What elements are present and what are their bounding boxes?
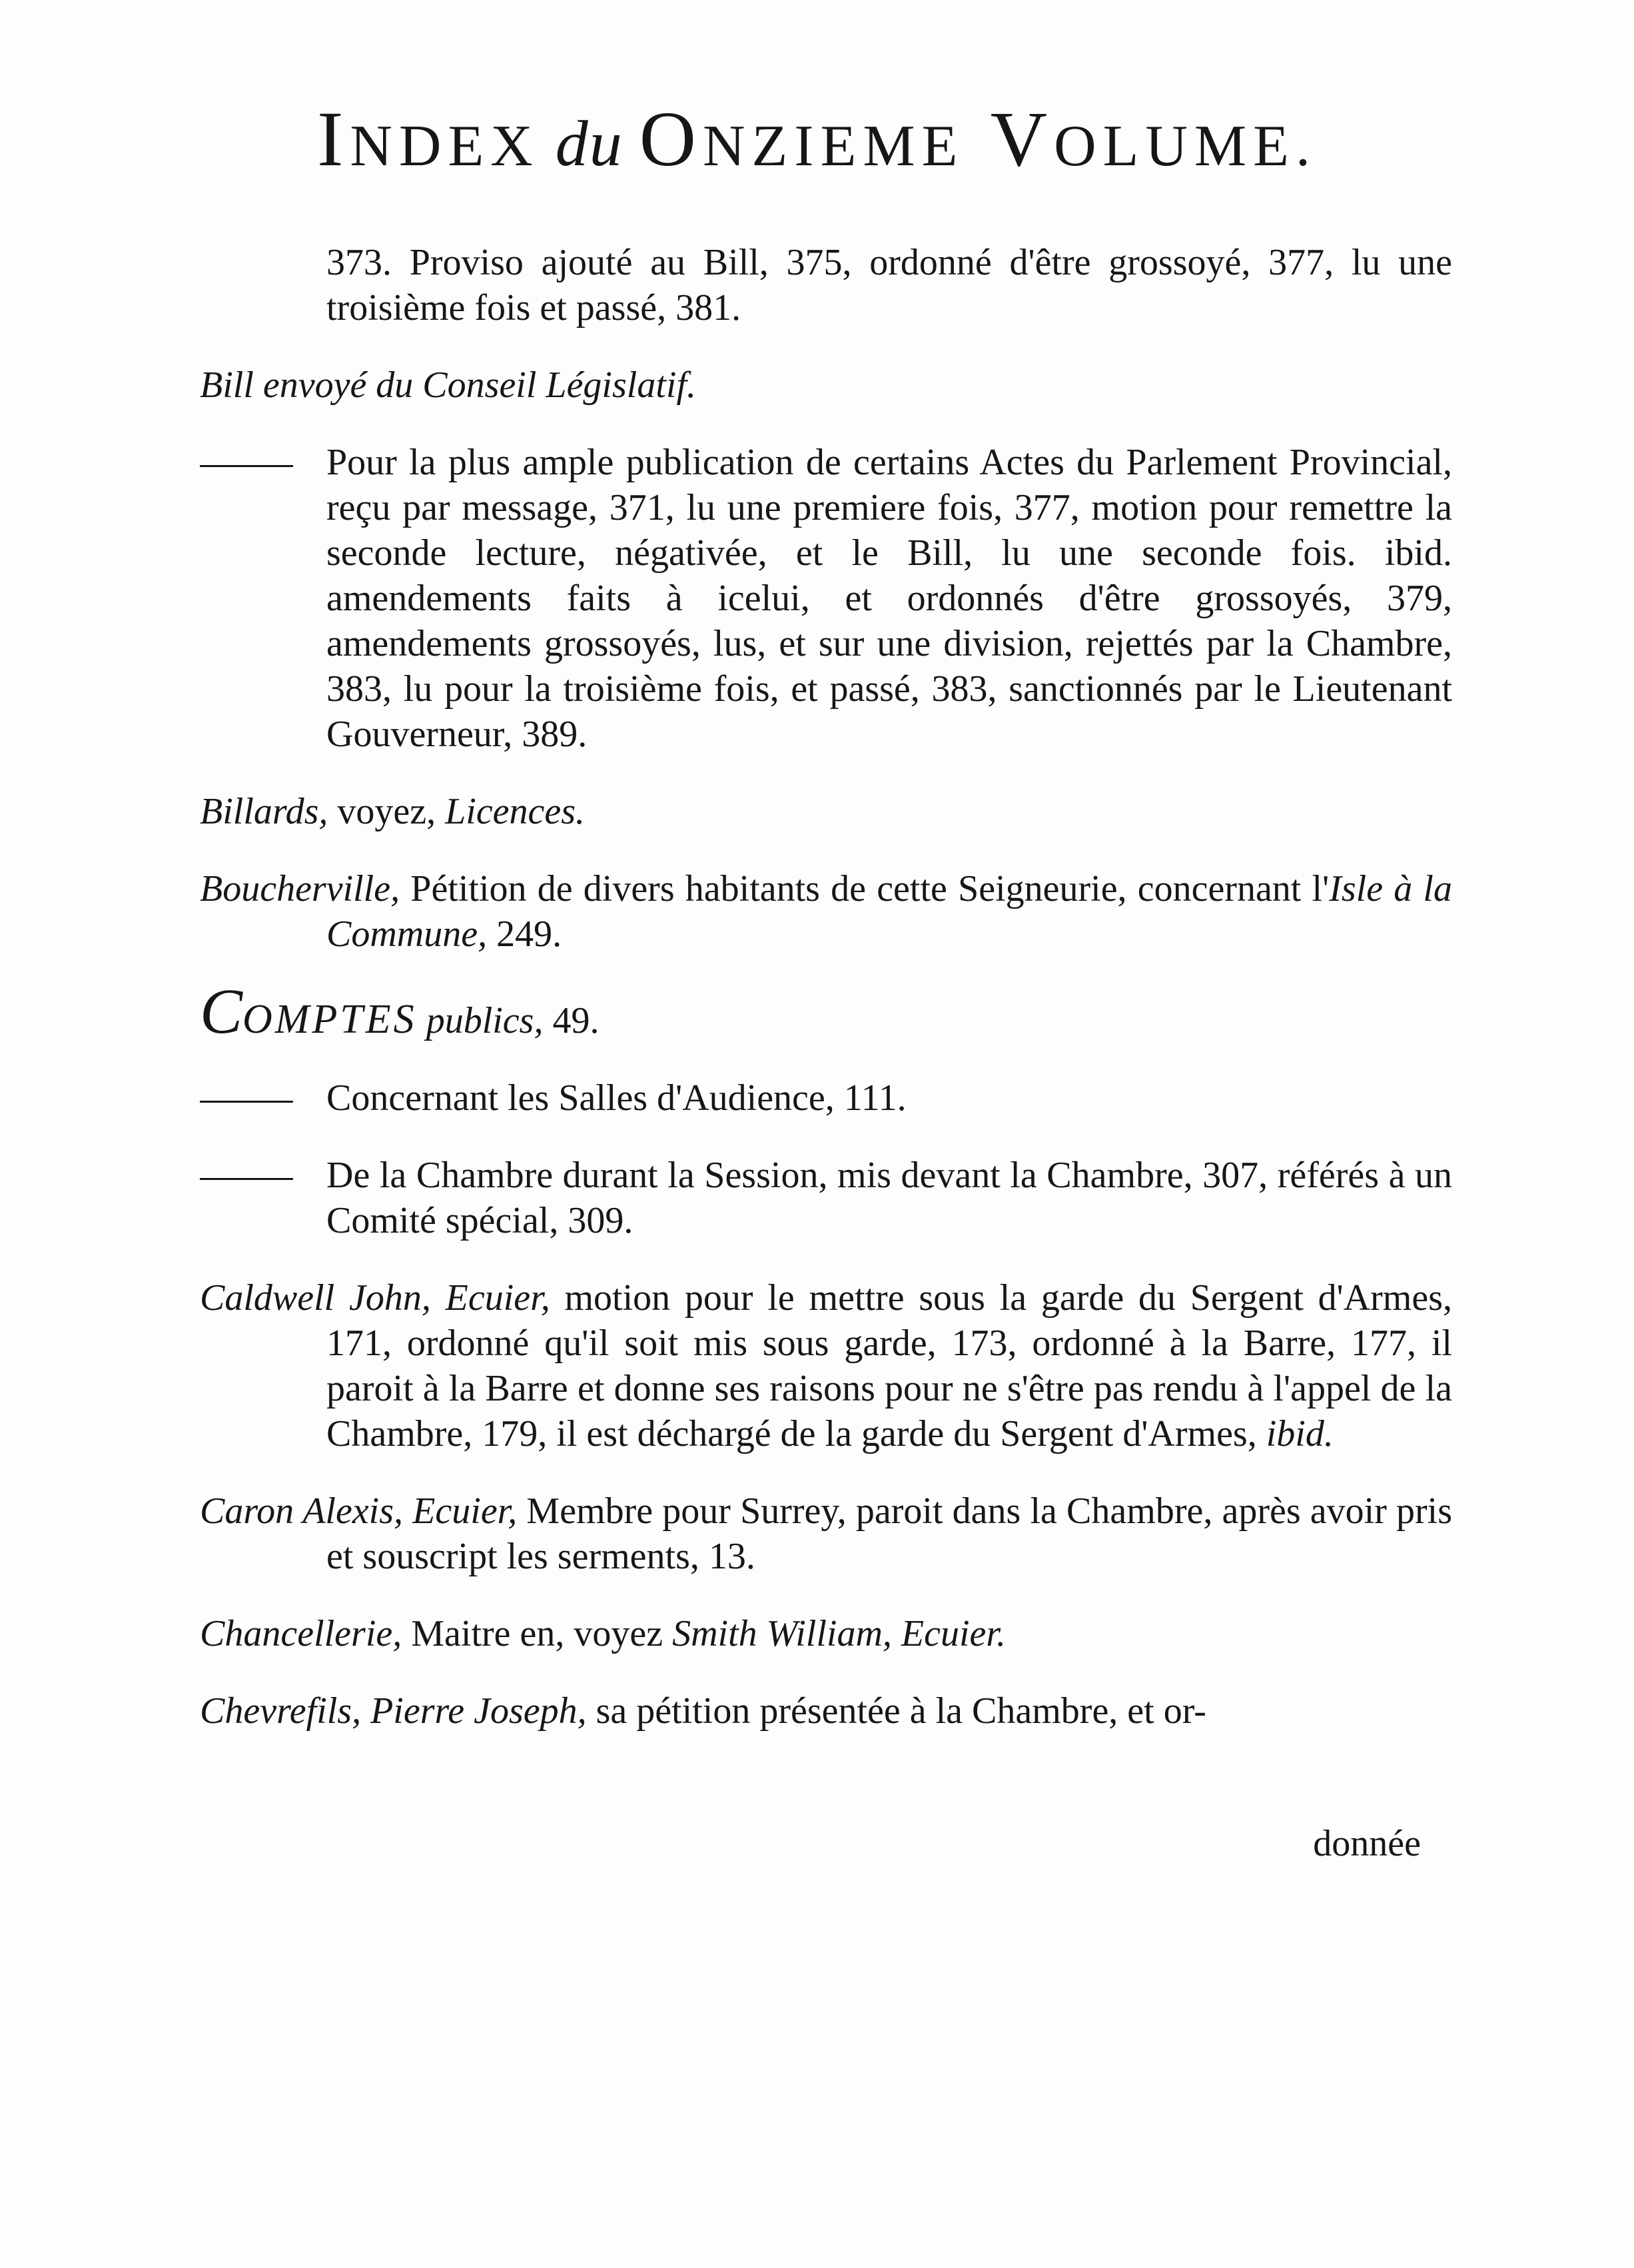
index-entry-comptes: COMPTES publics, 49. bbox=[200, 975, 600, 1047]
title-initial-i: I bbox=[317, 95, 350, 183]
title-initial-v: V bbox=[990, 95, 1054, 183]
index-entry-chancellerie: Chancellerie, Maitre en, voyez Smith William, Ecuier. bbox=[200, 1613, 1006, 1654]
index-entry-chevrefils: Chevrefils, Pierre Joseph, sa pétition présentée à la Chambre, et or- bbox=[200, 1690, 1206, 1732]
index-entry-bill: Bill envoyé du Conseil Législatif. bbox=[200, 364, 697, 406]
page-title bbox=[0, 95, 1634, 183]
title-olume: OLUME bbox=[1054, 114, 1296, 179]
index-entry-caron: Caron Alexis, Ecuier, Membre pour Surrey, paroit dans la Chambre, après avoir pris et souscript les serments, 13. bbox=[200, 1490, 1453, 1577]
em-dash-rule bbox=[200, 1101, 293, 1103]
index-entry-caldwell: Caldwell John, Ecuier, motion pour le mettre sous la garde du Sergent d'Armes, 171, ordonné qu'il soit mis sous garde, 173, ordonné à la Barre, 177, il paroit à la Barre et donne ses raisons pour ne s'être pas rendu à l'appel de la Chambre, 179, il est déchargé de la garde du Sergent d'Armes, ibid. bbox=[200, 1277, 1452, 1454]
index-subentry-publication: Pour la plus ample publication de certains Actes du Parlement Provincial, reçu par message, 371, lu une premiere fois, 377, motion pour remettre la seconde lecture, négativée, et le Bill, lu une seconde fois. ibid. amendements faits à icelui, et ordonnés d'être grossoyés, 379, amendements grossoyés, lus, et sur une division, rejettés par la Chambre, 383, lu pour la troisième fois, et passé, 383, sanctionnés par le Lieutenant Gouverneur, 389. bbox=[200, 440, 1452, 757]
em-dash-rule bbox=[200, 465, 293, 467]
catchword: donnée bbox=[1313, 1823, 1421, 1864]
title-nzieme: NZIEME bbox=[702, 114, 965, 179]
index-body bbox=[200, 240, 1452, 1766]
title-ndex: NDEX bbox=[350, 114, 540, 179]
em-dash-rule bbox=[200, 1178, 293, 1180]
index-subentry-salles: Concernant les Salles d'Audience, 111. bbox=[200, 1075, 1452, 1121]
index-subentry-chambre: De la Chambre durant la Session, mis devant la Chambre, 307, référés à un Comité spécial, 309. bbox=[200, 1153, 1452, 1243]
title-dot: . bbox=[1295, 114, 1317, 179]
title-du: du bbox=[555, 108, 623, 180]
index-entry-boucherville: Boucherville, Pétition de divers habitants de cette Seigneurie, concernant l'Isle à la Commune, 249. bbox=[200, 868, 1452, 955]
title-initial-o: O bbox=[639, 95, 703, 183]
index-continuation: 373. Proviso ajouté au Bill, 375, ordonné d'être grossoyé, 377, lu une troisième fois et passé, 381. bbox=[326, 242, 1452, 328]
index-entry-billards: Billards, voyez, Licences. bbox=[200, 791, 586, 832]
